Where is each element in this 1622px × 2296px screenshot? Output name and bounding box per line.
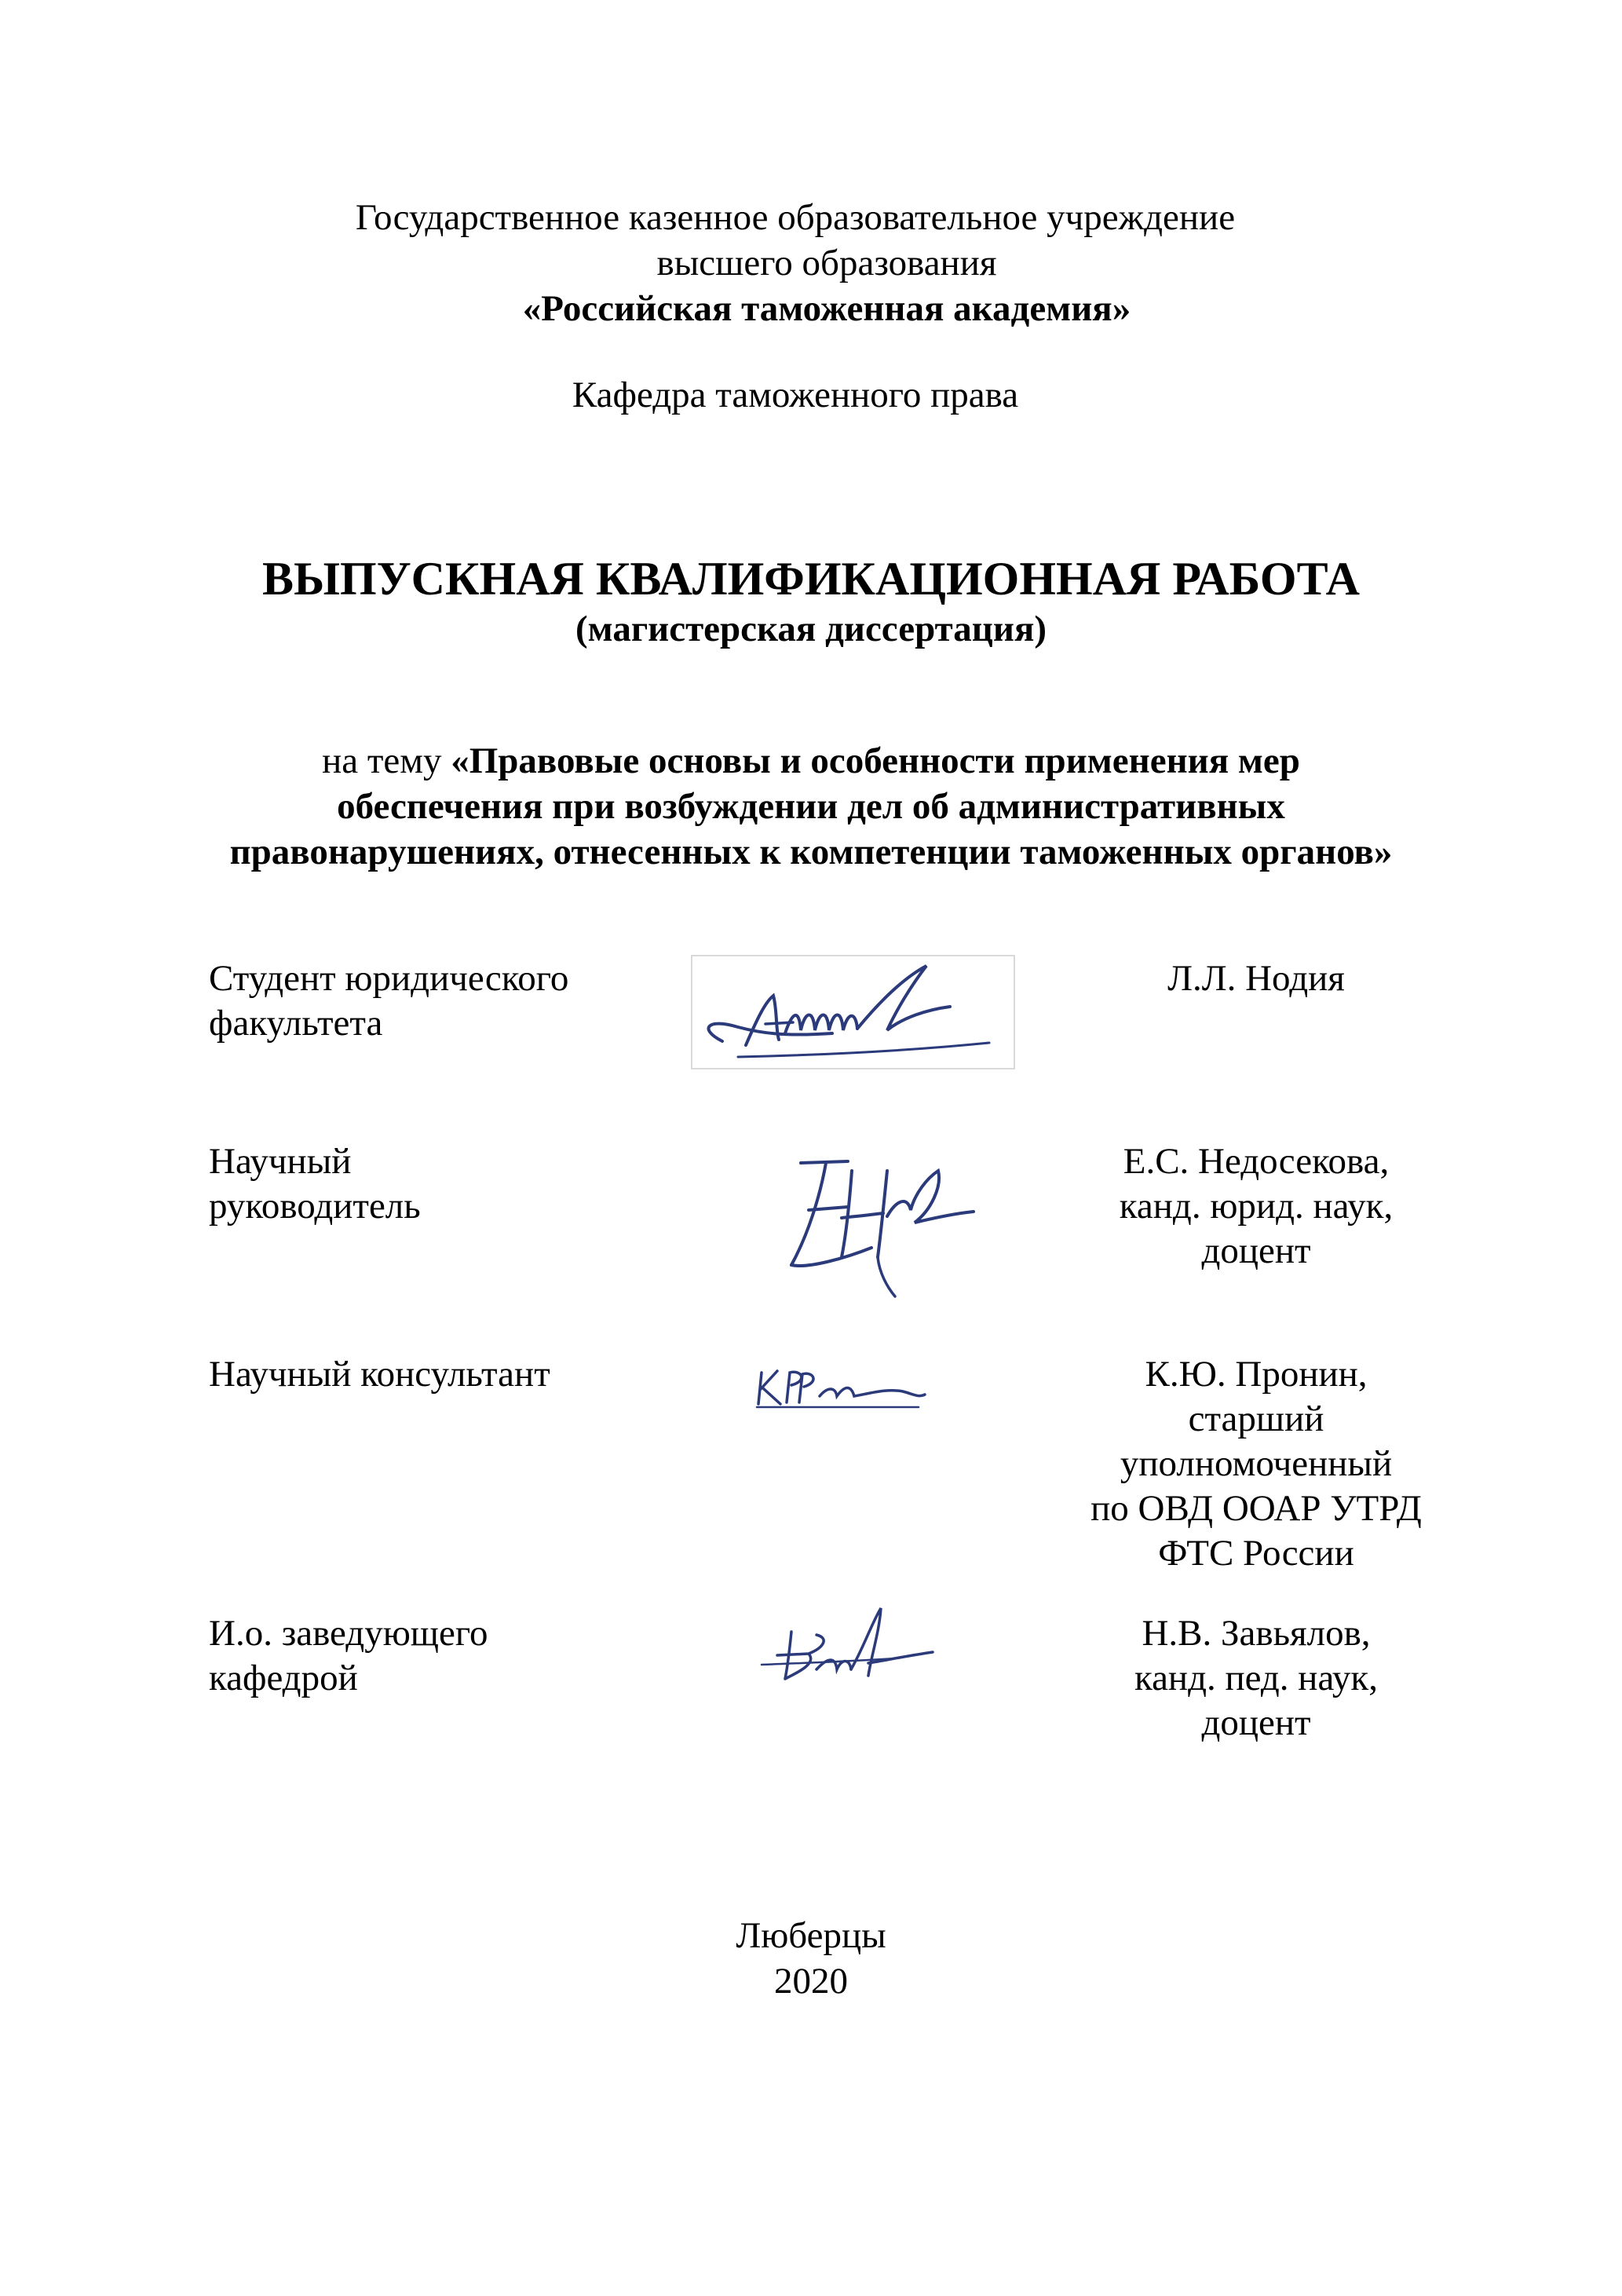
academy-name: «Российская таможенная академия» (522, 288, 1131, 329)
footer-place-year (0, 1913, 1622, 2004)
document-subtitle: (магистерская диссертация) (575, 609, 1047, 649)
institution-header (0, 195, 1622, 331)
topic-prefix: на тему (322, 740, 451, 781)
handwritten-signature-icon (691, 955, 1017, 1071)
thesis-topic (0, 738, 1622, 875)
signatory-name: К.Ю. Пронин, старший уполномоченный по ОВД ООАР УТРД ФТС России (1090, 1354, 1422, 1574)
document-title: ВЫПУСКНАЯ КВАЛИФИКАЦИОННАЯ РАБОТА (262, 553, 1360, 605)
topic-line-2: обеспечения при возбуждении дел об административных (337, 786, 1285, 827)
handwritten-signature-icon (754, 1600, 942, 1695)
handwritten-signature-icon (754, 1357, 934, 1412)
institution-line-2: высшего образования (656, 243, 997, 283)
signatory-role: Студент юридического факультета (209, 958, 569, 1044)
department-label: Кафедра таможенного права (572, 375, 1019, 415)
topic-line-3: правонарушениях, отнесенных к компетенции таможенных органов» (229, 832, 1393, 872)
signatory-role: И.о. заведующего кафедрой (209, 1613, 488, 1698)
department-name (0, 372, 1622, 418)
signatory-role: Научный руководитель (209, 1141, 421, 1227)
signatory-name: Л.Л. Нодия (1167, 958, 1345, 999)
city: Люберцы (736, 1915, 886, 1956)
document-title-block (0, 551, 1622, 652)
signatory-role: Научный консультант (209, 1354, 550, 1395)
topic-line-1: «Правовые основы и особенности применения мер (451, 740, 1300, 781)
signatory-name: Н.В. Завьялов, канд. пед. наук, доцент (1134, 1613, 1379, 1743)
year: 2020 (774, 1961, 848, 2002)
signatory-name: Е.С. Недосекова, канд. юрид. наук, доцент (1119, 1141, 1394, 1271)
handwritten-signature-icon (777, 1147, 981, 1304)
institution-line-1: Государственное казенное образовательное учреждение (355, 197, 1236, 238)
